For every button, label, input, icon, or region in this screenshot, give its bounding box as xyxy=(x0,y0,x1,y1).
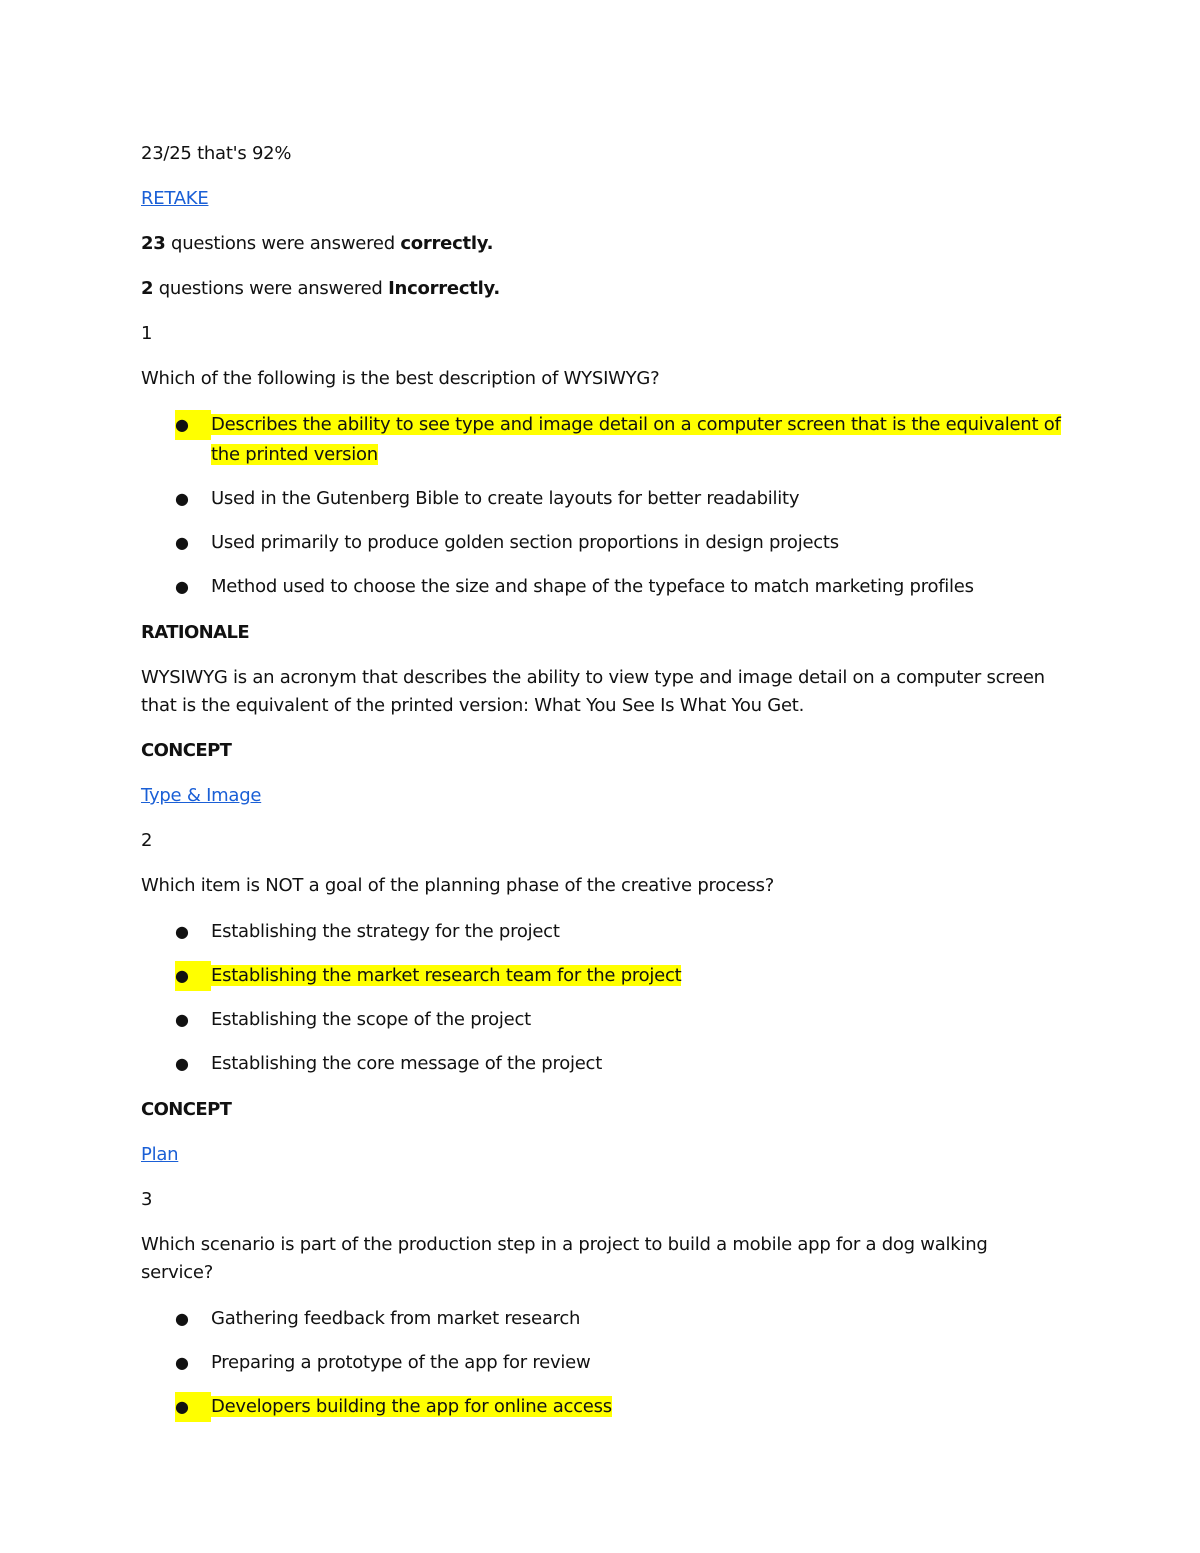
answer-option xyxy=(141,572,1061,602)
question-text: Which scenario is part of the production step in a project to build a mobile app for a dog walking service? xyxy=(141,1234,988,1283)
incorrect-text: questions were answered xyxy=(153,278,389,299)
answer-option-text: Preparing a prototype of the app for review xyxy=(211,1352,591,1373)
correct-count: 23 xyxy=(141,233,166,254)
incorrect-count: 2 xyxy=(141,278,154,299)
bullet-dot-icon: ● xyxy=(175,410,211,440)
answer-option xyxy=(141,1005,1061,1035)
incorrect-word: Incorrectly. xyxy=(388,278,500,299)
answer-option xyxy=(141,1304,1061,1334)
question-text: Which of the following is the best description of WYSIWYG? xyxy=(141,368,660,389)
answer-option-text: Establishing the strategy for the project xyxy=(211,921,560,942)
answer-option-text: Establishing the scope of the project xyxy=(211,1009,531,1030)
answer-option xyxy=(141,528,1061,558)
answer-option-text: Establishing the core message of the project xyxy=(211,1053,603,1074)
answer-options xyxy=(141,1304,1061,1422)
answer-option xyxy=(141,1348,1061,1378)
question-number: 2 xyxy=(141,830,153,851)
answer-option-text: Establishing the market research team for the project xyxy=(211,965,682,986)
bullet-dot-icon: ● xyxy=(175,1353,189,1372)
correct-summary xyxy=(141,230,1061,258)
answer-option xyxy=(141,917,1061,947)
answer-option xyxy=(141,1049,1061,1079)
correct-word: correctly. xyxy=(400,233,494,254)
concept-heading: CONCEPT xyxy=(141,740,232,761)
answer-options xyxy=(141,917,1061,1079)
answer-option-selected xyxy=(141,961,1061,991)
concept-link-plan[interactable]: Plan xyxy=(141,1144,179,1165)
correct-text: questions were answered xyxy=(165,233,401,254)
score-summary: 23/25 that's 92% xyxy=(141,143,292,164)
concept-heading: CONCEPT xyxy=(141,1099,232,1120)
answer-options xyxy=(141,410,1061,602)
answer-option-text: Used primarily to produce golden section proportions in design projects xyxy=(211,532,839,553)
answer-option-text: Method used to choose the size and shape of the typeface to match marketing profiles xyxy=(211,576,974,597)
question-text: Which item is NOT a goal of the planning phase of the creative process? xyxy=(141,875,775,896)
answer-option-selected xyxy=(141,410,1061,470)
bullet-dot-icon: ● xyxy=(175,961,211,991)
question-number: 1 xyxy=(141,323,153,344)
bullet-dot-icon: ● xyxy=(175,577,189,596)
bullet-dot-icon: ● xyxy=(175,1054,189,1073)
answer-option-text: Gathering feedback from market research xyxy=(211,1308,581,1329)
answer-option-text: Used in the Gutenberg Bible to create layouts for better readability xyxy=(211,488,800,509)
bullet-dot-icon: ● xyxy=(175,533,189,552)
bullet-dot-icon: ● xyxy=(175,1309,189,1328)
rationale-heading: RATIONALE xyxy=(141,622,250,643)
bullet-dot-icon: ● xyxy=(175,1392,211,1422)
concept-link-type-image[interactable]: Type & Image xyxy=(141,785,262,806)
question-number: 3 xyxy=(141,1189,153,1210)
bullet-dot-icon: ● xyxy=(175,489,189,508)
retake-link[interactable]: RETAKE xyxy=(141,188,209,209)
incorrect-summary xyxy=(141,275,1061,303)
answer-option-selected xyxy=(141,1392,1061,1422)
bullet-dot-icon: ● xyxy=(175,1010,189,1029)
answer-option xyxy=(141,484,1061,514)
bullet-dot-icon: ● xyxy=(175,922,189,941)
answer-option-text: Describes the ability to see type and image detail on a computer screen that is the equivalent of the printed version xyxy=(211,414,1061,465)
document-page xyxy=(141,140,1061,1439)
rationale-text: WYSIWYG is an acronym that describes the ability to view type and image detail on a computer screen that is the equivalent of the printed version: What You See Is What You Get. xyxy=(141,667,1045,716)
answer-option-text: Developers building the app for online access xyxy=(211,1396,612,1417)
